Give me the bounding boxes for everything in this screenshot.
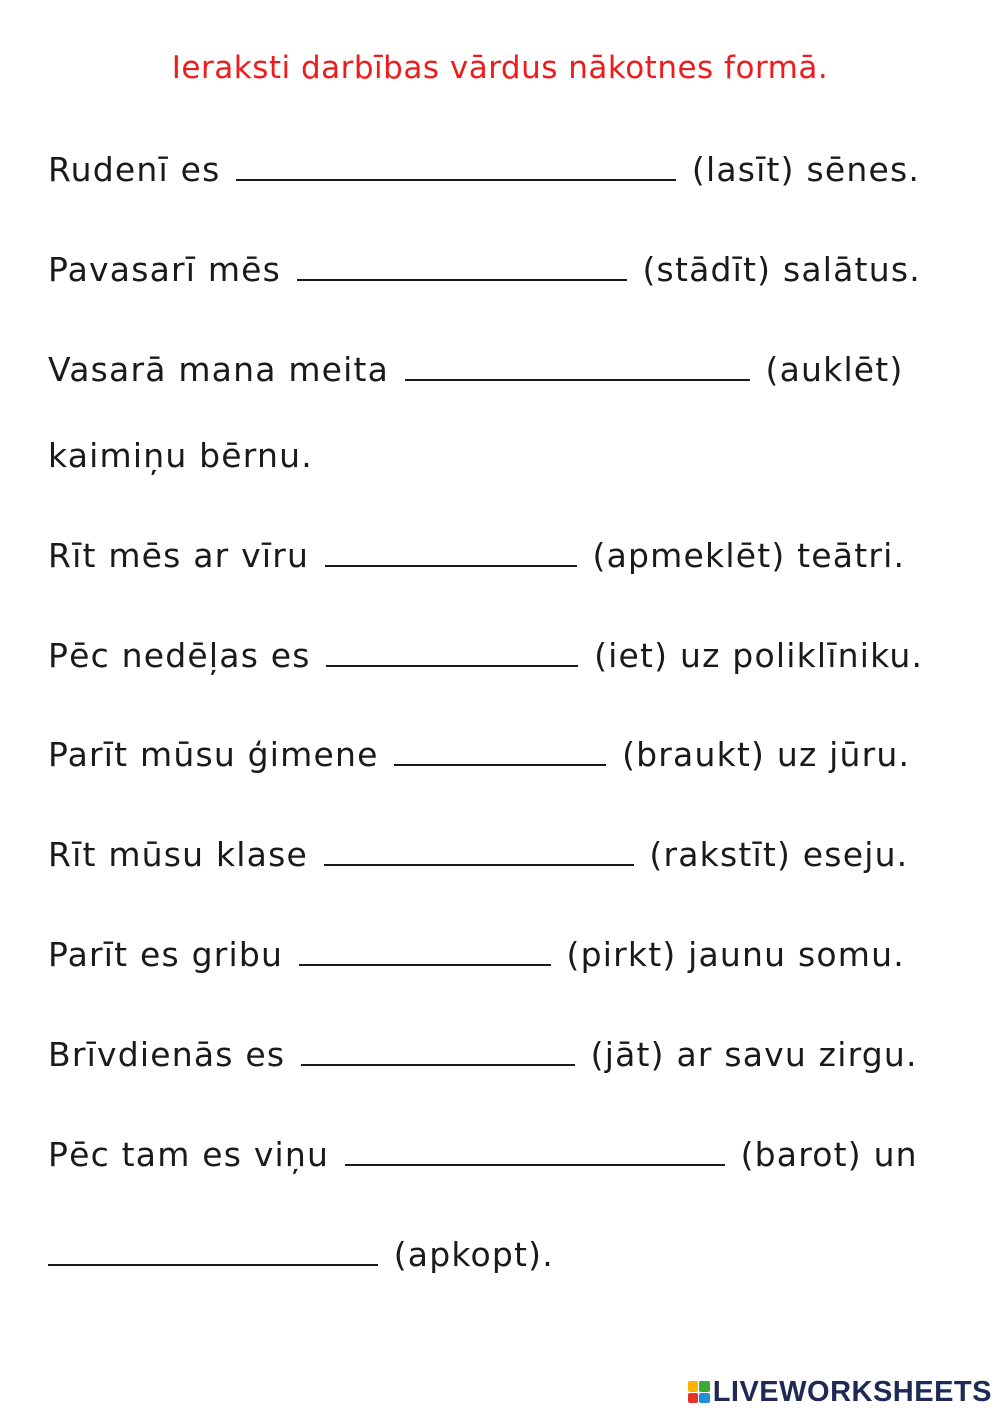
- answer-blank-4[interactable]: [325, 537, 577, 567]
- sentence-text: eseju.: [802, 835, 909, 874]
- sentence-text: Rīt mūsu klase: [48, 835, 308, 874]
- sentence-text: jaunu somu.: [688, 935, 905, 974]
- sentence-9: [48, 1035, 918, 1075]
- sentence-text: Pēc tam es viņu: [48, 1135, 330, 1174]
- sentence-text: teātri.: [797, 536, 906, 575]
- verb-hint: (jāt): [590, 1035, 665, 1074]
- sentence-text: sēnes.: [806, 150, 921, 189]
- page-title: Ieraksti darbības vārdus nākotnes formā.: [171, 50, 829, 86]
- sentence-5: [48, 636, 923, 676]
- answer-blank-9[interactable]: [301, 1036, 575, 1066]
- sentence-1: [48, 150, 920, 190]
- sentence-text: Parīt es gribu: [48, 935, 284, 974]
- verb-hint: (barot): [740, 1135, 862, 1174]
- verb-hint: (rakstīt): [649, 835, 792, 874]
- sentence-text: uz jūru.: [776, 735, 911, 774]
- answer-blank-11[interactable]: [48, 1236, 378, 1266]
- sentence-text: Brīvdienās es: [48, 1035, 286, 1074]
- sentence-text: Pavasarī mēs: [48, 250, 282, 289]
- sentence-text: salātus.: [782, 250, 921, 289]
- sentence-text: Pēc nedēļas es: [48, 636, 311, 675]
- answer-blank-10[interactable]: [345, 1136, 725, 1166]
- verb-hint: (stādīt): [642, 250, 772, 289]
- verb-hint: (braukt): [622, 735, 766, 774]
- sentence-10-continuation: [48, 1235, 554, 1275]
- verb-hint: (apkopt).: [393, 1235, 554, 1274]
- sentence-6: [48, 735, 910, 775]
- sentence-10: [48, 1135, 918, 1175]
- sentence-text: ar savu zirgu.: [676, 1035, 918, 1074]
- answer-blank-3[interactable]: [405, 351, 750, 381]
- sentence-text: un: [873, 1135, 918, 1174]
- sentence-text: Rīt mēs ar vīru: [48, 536, 310, 575]
- sentence-3-continuation: [48, 436, 313, 476]
- answer-blank-2[interactable]: [297, 251, 627, 281]
- sentence-text: kaimiņu bērnu.: [48, 436, 313, 475]
- answer-blank-6[interactable]: [394, 736, 606, 766]
- answer-blank-5[interactable]: [326, 637, 578, 667]
- sentence-text: Rudenī es: [48, 150, 221, 189]
- sentence-3: [48, 350, 904, 390]
- sentence-8: [48, 935, 905, 975]
- verb-hint: (pirkt): [566, 935, 677, 974]
- sentence-text: Parīt mūsu ģimene: [48, 735, 379, 774]
- verb-hint: (apmeklēt): [592, 536, 786, 575]
- answer-blank-7[interactable]: [324, 836, 634, 866]
- verb-hint: (lasīt): [691, 150, 795, 189]
- verb-hint: (auklēt): [765, 350, 904, 389]
- sentence-2: [48, 250, 921, 290]
- sentence-text: Vasarā mana meita: [48, 350, 390, 389]
- sentence-text: uz poliklīniku.: [679, 636, 924, 675]
- answer-blank-1[interactable]: [236, 151, 676, 181]
- sentence-7: [48, 835, 908, 875]
- logo-text: LIVEWORKSHEETS: [712, 1375, 992, 1408]
- sentence-4: [48, 536, 905, 576]
- answer-blank-8[interactable]: [299, 936, 551, 966]
- verb-hint: (iet): [594, 636, 669, 675]
- logo-mark-icon: [688, 1381, 710, 1403]
- liveworksheets-logo: [688, 1377, 992, 1407]
